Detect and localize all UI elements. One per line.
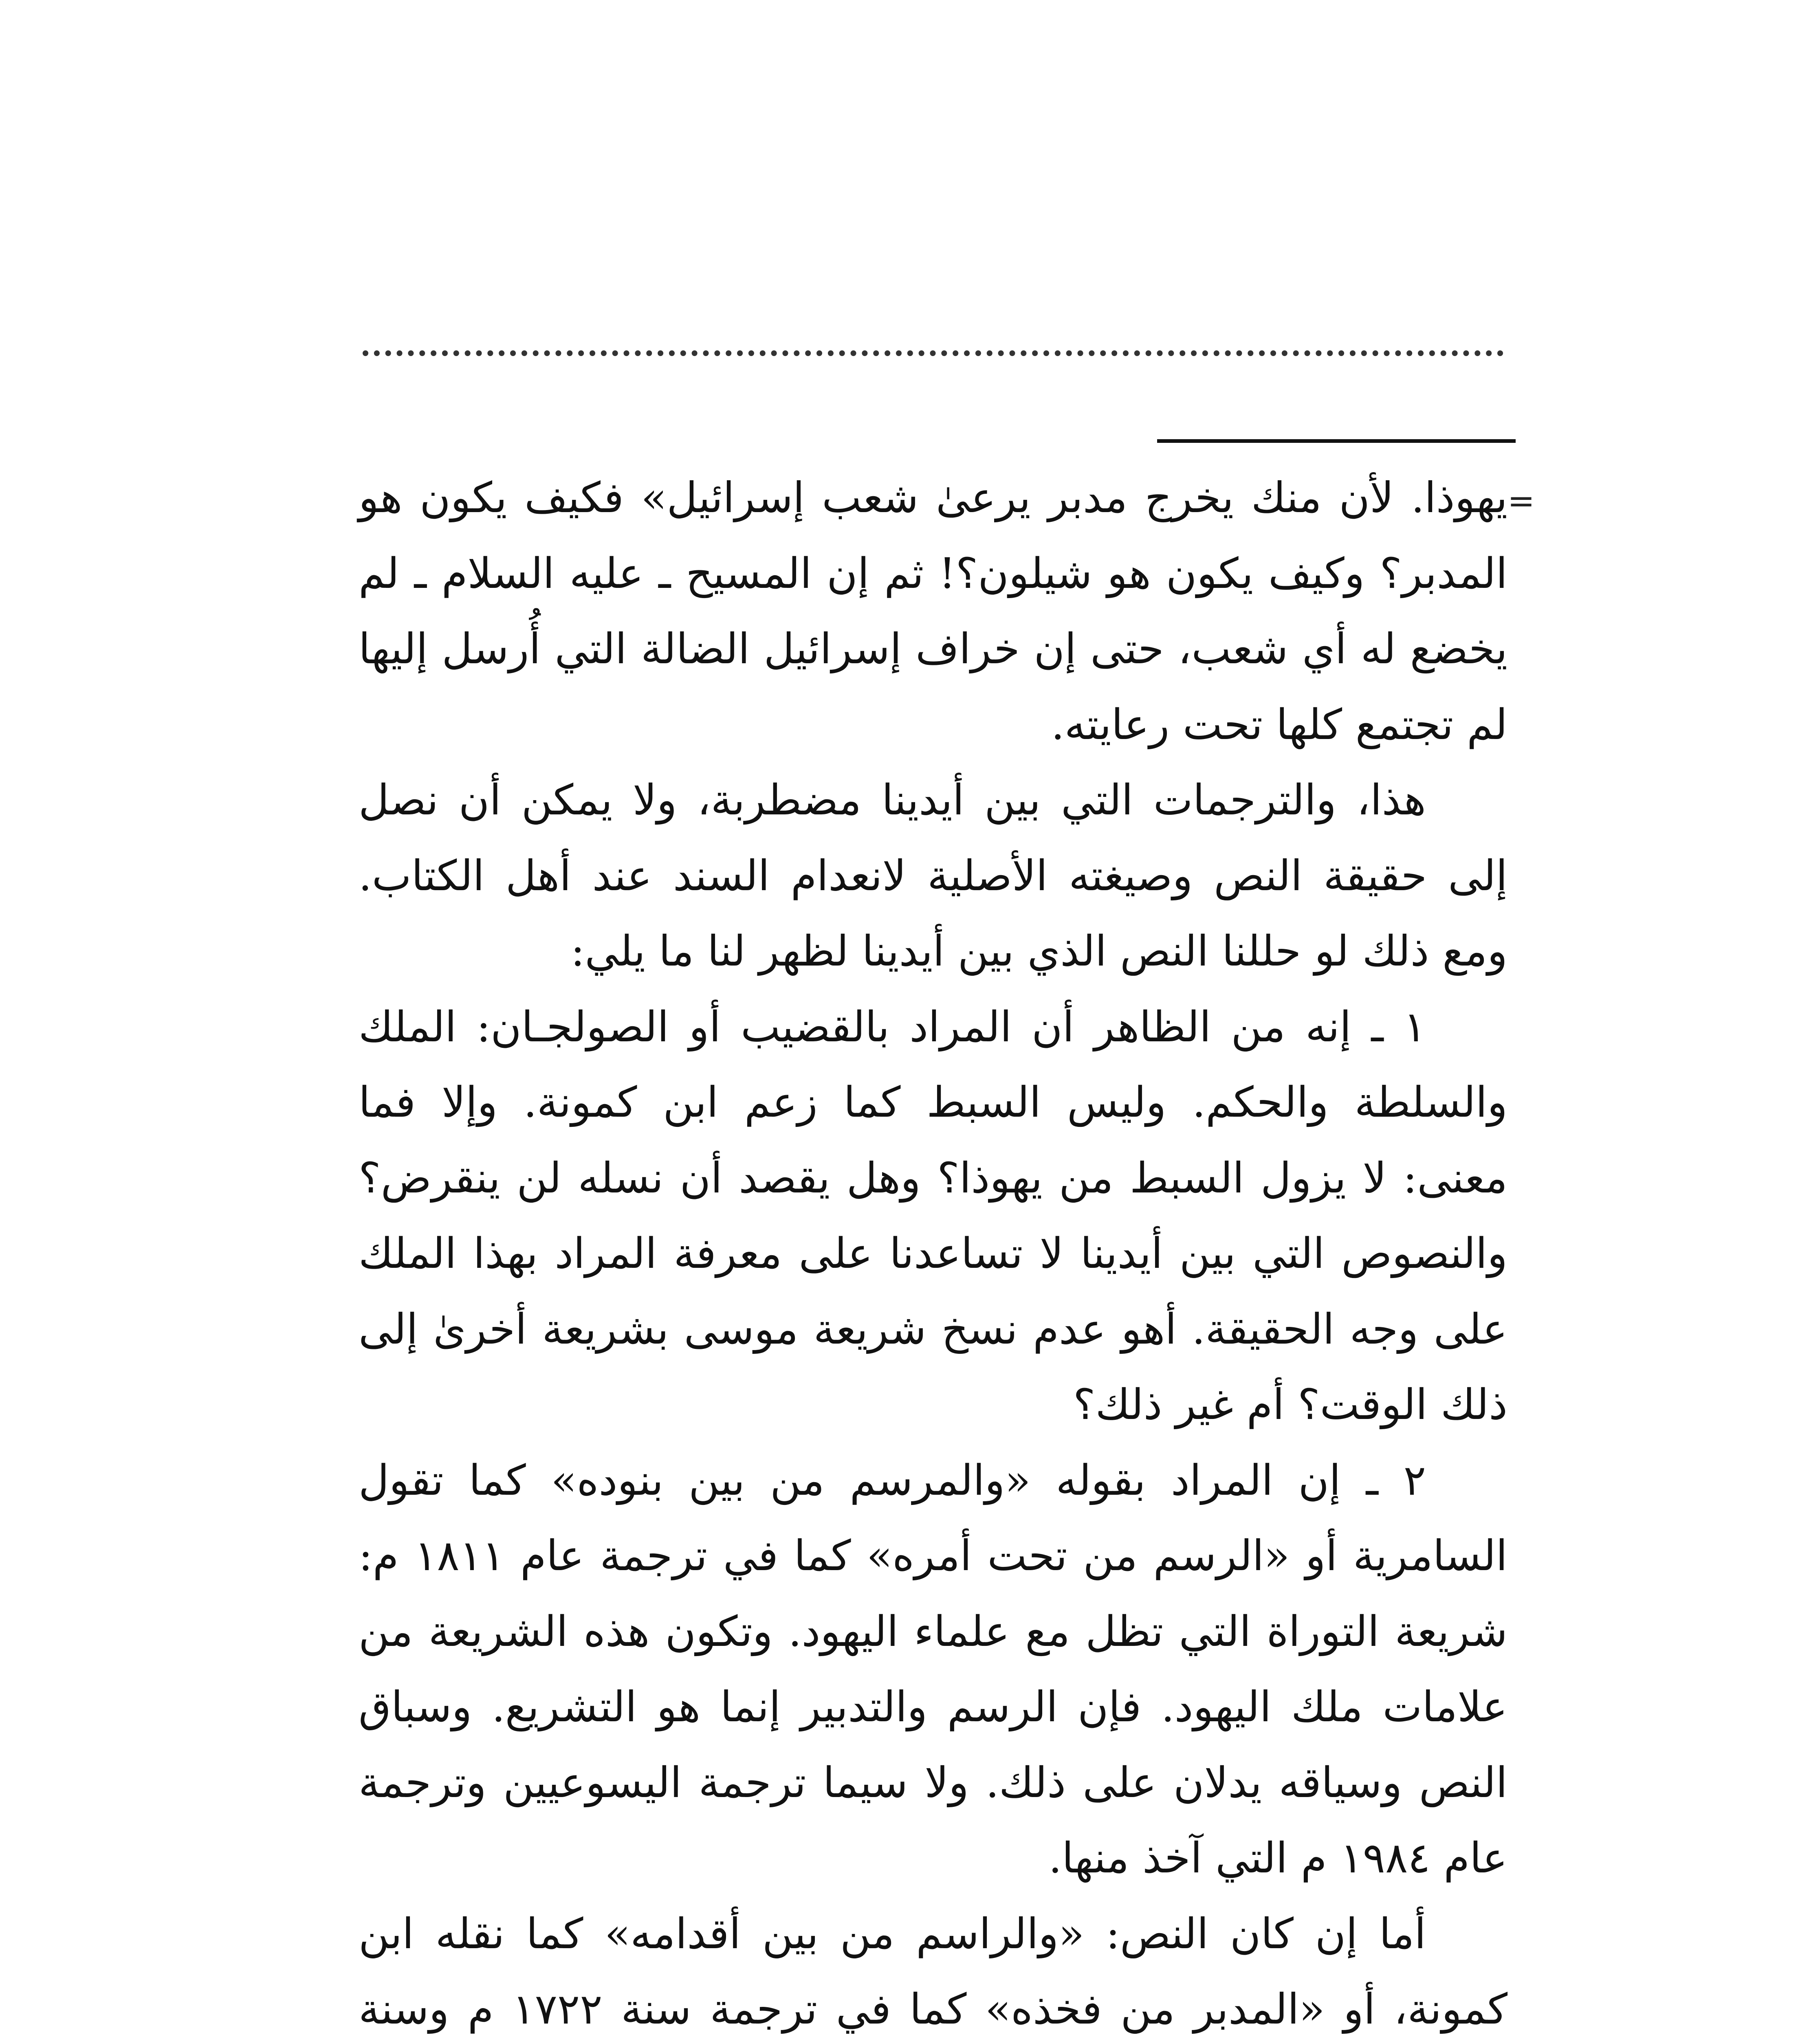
main-text xyxy=(359,460,1507,2037)
continuation-mark-top: = xyxy=(1507,482,1535,520)
header-dotted-rule xyxy=(363,350,1503,356)
point-1-paragraph: ١ ـ إنه من الظاهر أن المراد بالقضيب أو الصولجـان: الملك والسلطة والحكم. وليس السبط كما زعم ابن كمونة. وإلا فما معنى: لا يزول السبط من يهوذا؟ وهل يقصد أن نسله لن ينقرض؟ والنصوص التي بين أيدينا لا تساعدنا على معرفة المراد بهذا الملك على وجه الحقيقة. أهو عدم نسخ شريعة موسى بشريعة أخرىٰ إلى ذلك الوقت؟ أم غير ذلك؟ xyxy=(359,1002,1507,1429)
separator-rule xyxy=(1157,439,1516,443)
intro-paragraph: هذا، والترجمات التي بين أيدينا مضطربة، ولا يمكن أن نصل إلى حقيقة النص وصيغته الأصلية لانعدام السند عند أهل الكتاب. ومع ذلك لو حللنا النص الذي بين أيدينا لظهر لنا ما يلي: xyxy=(359,776,1507,976)
continuation-paragraph: يهوذا. لأن منك يخرج مدبر يرعىٰ شعب إسرائيل» فكيف يكون هو المدبر؟ وكيف يكون هو شيلون؟! ثم إن المسيح ـ عليه السلام ـ لم يخضع له أي شعب، حتى إن خراف إسرائيل الضالة التي أُرسل إليها لم تجتمع كلها تحت رعايته. xyxy=(359,473,1508,749)
point-2-continued-paragraph: أما إن كان النص: «والراسم من بين أقدامه» كما نقله ابن كمونة، أو «المدبر من فخذه» كما في ترجمة سنة ١٧٢٢ م وسنة xyxy=(359,1909,1507,2034)
point-2-paragraph: ٢ ـ إن المراد بقوله «والمرسم من بين بنوده» كما تقول السامرية أو «الرسم من تحت أمره» كما في ترجمة عام ١٨١١ م: شريعة التوراة التي تظل مع علماء اليهود. وتكون هذه الشريعة من علامات ملك اليهود. فإن الرسم والتدبير إنما هو التشريع. وسباق النص وسياقه يدلان على ذلك. ولا سيما ترجمة اليسوعيين وترجمة عام ١٩٨٤ م التي آخذ منها. xyxy=(359,1456,1507,1883)
